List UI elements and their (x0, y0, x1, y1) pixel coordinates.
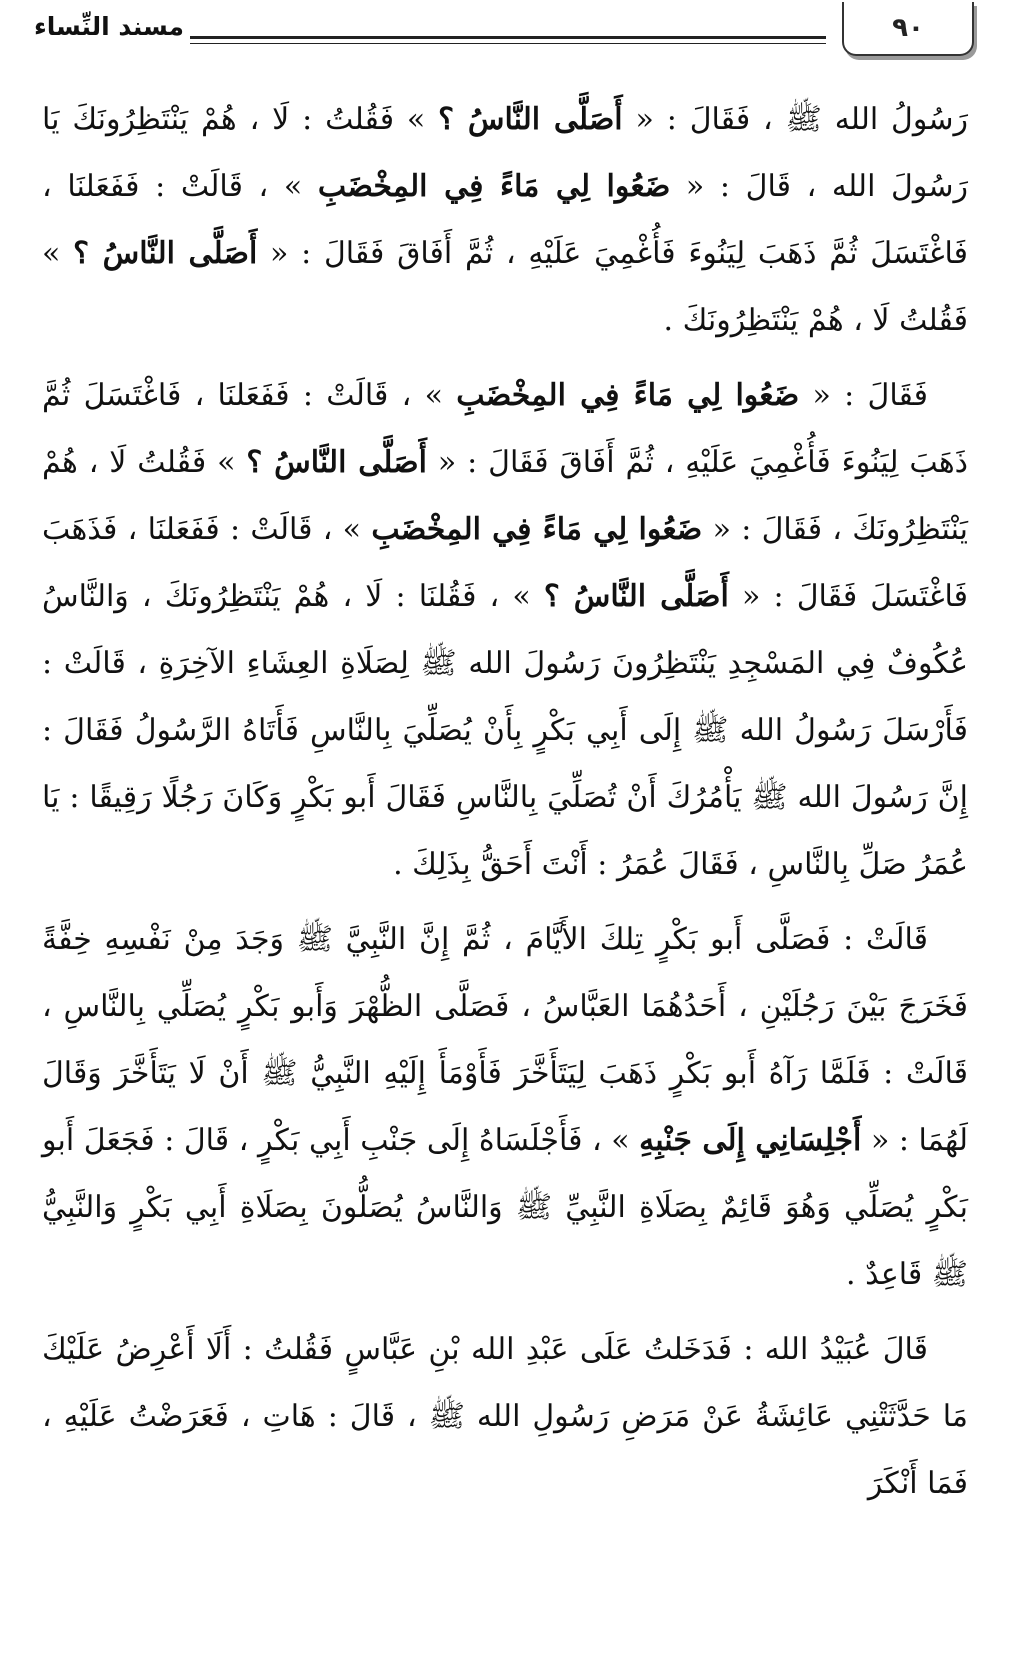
hadith-quote: أَصَلَّى النَّاسُ ؟ (438, 102, 623, 137)
hadith-quote: أَصَلَّى النَّاسُ ؟ (543, 579, 729, 614)
hadith-quote: أَجْلِسَانِي إِلَى جَنْبِهِ (639, 1123, 862, 1158)
header-rule-thin (190, 43, 826, 44)
paragraph-p1 (42, 86, 968, 354)
text-segment: » فَقُلتُ لَا ، هُمْ يَنْتَظِرُونَكَ ، فَقَالَ : « (42, 445, 968, 547)
text-segment: » ، قَالَتْ : فَفَعَلنَا ، فَاغْتَسَلَ ثُمَّ ذَهَبَ لِيَنُوءَ فَأُغْمِيَ عَلَيْهِ ، ثُمَّ أَفَاقَ فَقَالَ : « (42, 169, 968, 271)
text-segment: قَالَ عُبَيْدُ الله : فَدَخَلتُ عَلَى عَبْدِ الله بْنِ عَبَّاسٍ فَقُلتُ : أَلَا أَعْرِضُ عَلَيْكَ مَا حَدَّثَتْنِي عَائِشَةُ عَنْ مَرَضِ رَسُولِ الله ﷺ ، قَالَ : هَاتِ ، فَعَرَضْتُ عَلَيْهِ ، فَمَا أَنْكَرَ (42, 1332, 968, 1501)
text-segment: فَقَالَ : « (799, 378, 928, 413)
paragraph-p4 (42, 1316, 968, 1517)
page-number: ٩٠ (842, 2, 974, 56)
hadith-quote: ضَعُوا لِي مَاءً فِي المِخْضَبِ (456, 378, 800, 413)
text-segment: » ، قَالَتْ : فَفَعَلنَا ، فَاغْتَسَلَ ثُمَّ ذَهَبَ لِيَنُوءَ فَأُغْمِيَ عَلَيْهِ ، ثُمَّ أَفَاقَ فَقَالَ : « (42, 378, 968, 480)
text-segment: » ، فَقُلنَا : لَا ، هُمْ يَنْتَظِرُونَكَ ، وَالنَّاسُ عُكُوفٌ فِي المَسْجِدِ يَنْتَظِرُونَ رَسُولَ الله ﷺ لِصَلَاةِ العِشَاءِ الآخِرَةِ ، قَالَتْ : فَأَرْسَلَ رَسُولُ الله ﷺ إِلَى أَبِي بَكْرٍ بِأَنْ يُصَلِّيَ بِالنَّاسِ فَأَتَاهُ الرَّسُولُ فَقَالَ : إِنَّ رَسُولَ الله ﷺ يَأْمُرُكَ أَنْ تُصَلِّيَ بِالنَّاسِ فَقَالَ أَبو بَكْرٍ وَكَانَ رَجُلًا رَقِيقًا : يَا عُمَرُ صَلِّ بِالنَّاسِ ، فَقَالَ عُمَرُ : أَنْتَ أَحَقُّ بِذَلِكَ . (42, 579, 968, 882)
text-segment: » فَقُلتُ : لَا ، هُمْ يَنْتَظِرُونَكَ يَا رَسُولَ الله ، قَالَ : « (42, 102, 968, 204)
paragraph-p2 (42, 362, 968, 898)
text-segment: » ، فَأَجْلَسَاهُ إِلَى جَنْبِ أَبِي بَكْرٍ ، قَالَ : فَجَعَلَ أَبو بَكْرٍ يُصَلِّي وَهُوَ قَائِمٌ بِصَلَاةِ النَّبِيِّ ﷺ وَالنَّاسُ يُصَلُّونَ بِصَلَاةِ أَبِي بَكْرٍ وَالنَّبِيُّ ﷺ قَاعِدٌ . (42, 1123, 968, 1292)
page-header (0, 0, 1010, 70)
text-segment: رَسُولُ الله ﷺ ، فَقَالَ : « (622, 102, 968, 137)
running-title: مسند النِّساء (33, 12, 184, 41)
paragraph-p3 (42, 906, 968, 1308)
text-segment: قَالَتْ : فَصَلَّى أَبو بَكْرٍ تِلكَ الأَيَّامَ ، ثُمَّ إِنَّ النَّبِيَّ ﷺ وَجَدَ مِنْ نَفْسِهِ خِفَّةً فَخَرَجَ بَيْنَ رَجُلَيْنِ ، أَحَدُهُمَا العَبَّاسُ ، فَصَلَّى الظُّهْرَ وَأَبو بَكْرٍ يُصَلِّي بِالنَّاسِ ، قَالَتْ : فَلَمَّا رَآهُ أَبو بَكْرٍ ذَهَبَ لِيَتَأَخَّرَ فَأَوْمَأَ إِلَيْهِ النَّبِيُّ ﷺ أَنْ لَا يَتَأَخَّرَ وَقَالَ لَهُمَا : « (42, 922, 968, 1158)
header-rule (190, 36, 826, 39)
main-text (42, 86, 968, 1525)
hadith-quote: أَصَلَّى النَّاسُ ؟ (246, 445, 427, 480)
hadith-quote: ضَعُوا لِي مَاءً فِي المِخْضَبِ (317, 169, 671, 204)
hadith-quote: أَصَلَّى النَّاسُ ؟ (73, 236, 258, 271)
hadith-quote: ضَعُوا لِي مَاءً فِي المِخْضَبِ (371, 512, 703, 547)
text-segment: » ، قَالَتْ : فَفَعَلنَا ، فَذَهَبَ فَاغْتَسَلَ فَقَالَ : « (42, 512, 968, 614)
text-segment: » فَقُلتُ لَا ، هُمْ يَنْتَظِرُونَكَ . (42, 236, 968, 338)
